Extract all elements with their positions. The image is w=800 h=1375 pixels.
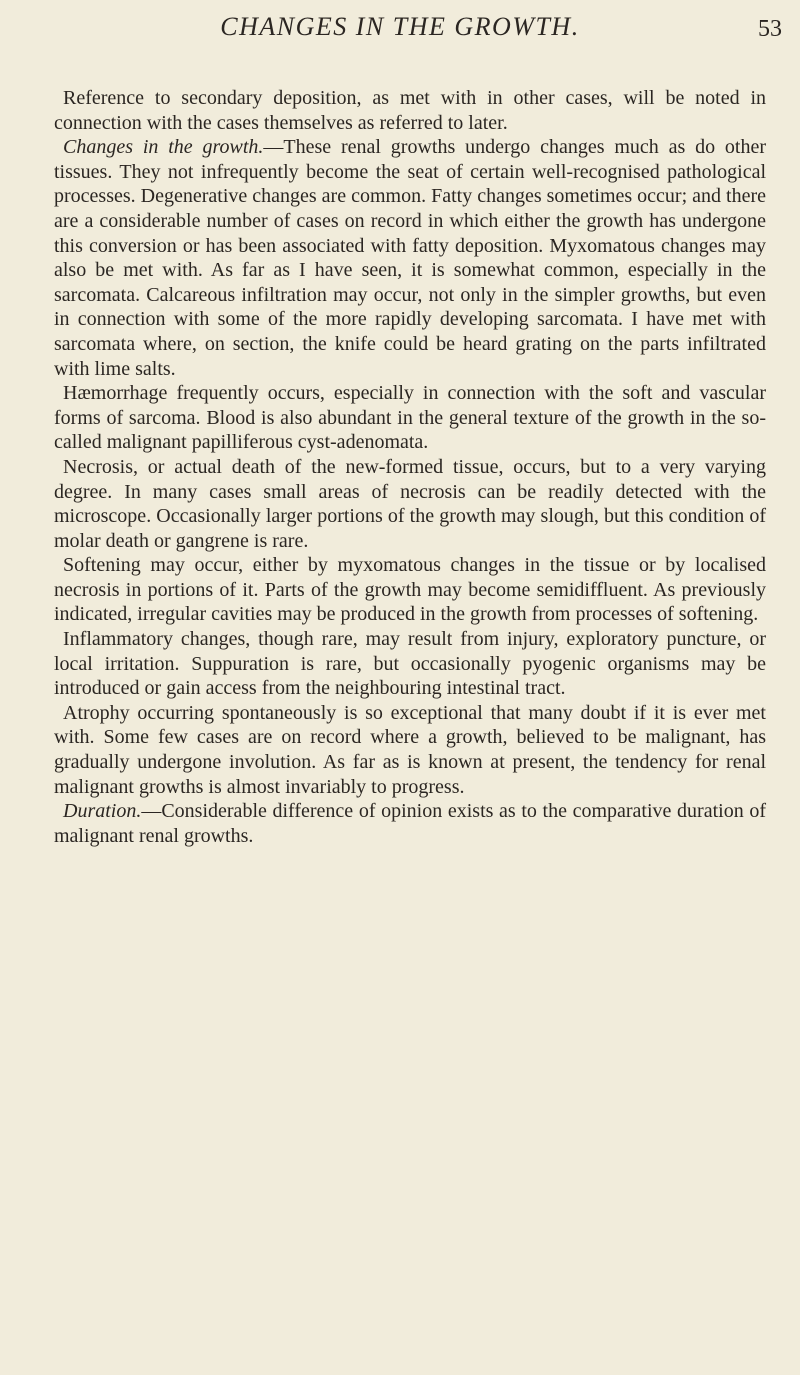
paragraph <box>54 86 766 135</box>
paragraph-text: Necrosis, or actual death of the new-formed tissue, occurs, but to a very varying degree. In many cases small areas of necrosis can be readily detected with the microscope. Occasionally larger portions of the growth may slough, but this condition of molar death or gangrene is rare. <box>54 455 766 552</box>
body-text <box>54 86 766 848</box>
paragraph-text: Reference to secondary deposition, as met with in other cases, will be noted in connection with the cases themselves as referred to later. <box>54 87 766 134</box>
paragraph-text: —Considerable difference of opinion exists as to the comparative duration of malignant renal growths. <box>54 800 766 847</box>
paragraph <box>54 701 766 799</box>
paragraph-text: Softening may occur, either by myxomatous changes in the tissue or by localised necrosis in portions of it. Parts of the growth may become semidiffluent. As previously indicated, irregular cavities may be produced in the growth from processes of softening. <box>54 554 766 626</box>
paragraph-text: —These renal growths undergo changes much as do other tissues. They not infrequently become the seat of certain well-recognised pathological processes. Degenerative changes are common. Fatty changes sometimes occur; and there are a considerable number of cases on record in which either the growth has undergone this conversion or has been associated with fatty deposition. Myxomatous changes may also be met with. As far as I have seen, it is somewhat common, especially in the sarcomata. Calcareous infiltration may occur, not only in the simpler growths, but even in connection with some of the more rapidly developing sarcomata. I have met with sarcomata where, on section, the knife could be heard grating on the parts infiltrated with lime salts. <box>54 136 766 380</box>
paragraph <box>54 135 766 381</box>
run-in-heading: Changes in the growth. <box>63 136 264 159</box>
paragraph <box>54 553 766 627</box>
running-title: CHANGES IN THE GROWTH. <box>220 12 580 41</box>
paragraph <box>54 627 766 701</box>
running-head <box>0 10 800 50</box>
run-in-heading: Duration. <box>63 800 142 823</box>
paragraph-text: Atrophy occurring spontaneously is so exceptional that many doubt if it is ever met with. Some few cases are on record where a growth, believed to be malignant, has gradually undergone involution. As far as is known at present, the tendency for renal malignant growths is almost invariably to progress. <box>54 701 766 798</box>
paragraph <box>54 381 766 455</box>
page-number: 53 <box>758 16 782 42</box>
paragraph-text: Hæmorrhage frequently occurs, especially in connection with the soft and vascular forms of sarcoma. Blood is also abundant in the general texture of the growth in the so-called malignant papilliferous cyst-adenomata. <box>54 382 766 454</box>
paragraph <box>54 799 766 848</box>
paragraph <box>54 455 766 553</box>
paragraph-text: Inflammatory changes, though rare, may result from injury, exploratory puncture, or local irritation. Suppuration is rare, but occasionally pyogenic organisms may be introduced or gain access from the neighbouring intestinal tract. <box>54 628 766 700</box>
